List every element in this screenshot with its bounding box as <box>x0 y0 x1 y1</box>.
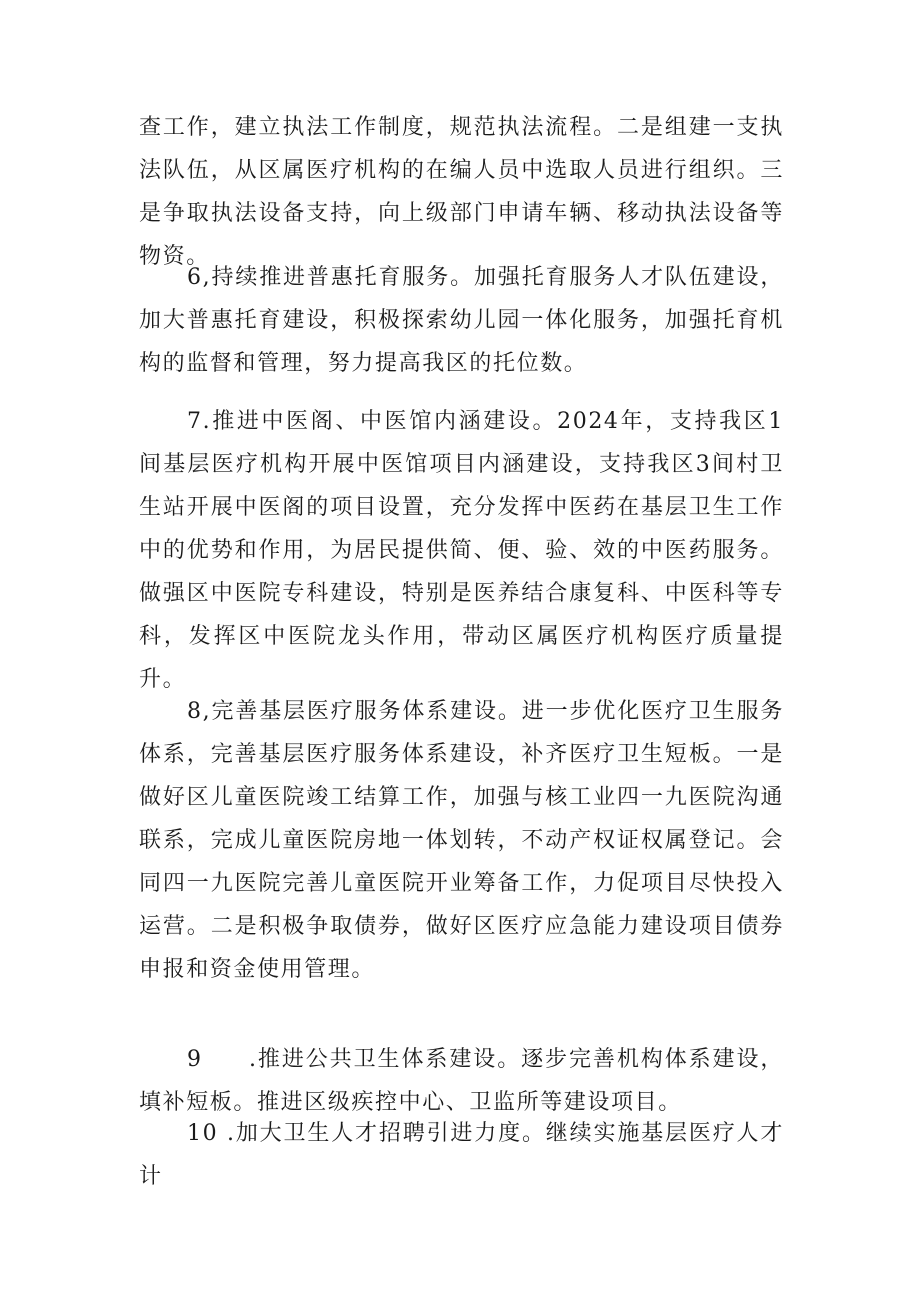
paragraph-item-6-childcare: 6,持续推进普惠托育服务。加强托育服务人才队伍建设，加大普惠托育建设，积极探索幼儿园一体化服务，加强托育机构的监督和管理，努力提高我区的托位数。 <box>139 265 784 376</box>
paragraph-text: .推进公共卫生体系建设。逐步完善机构体系建设，填补短板。推进区级疾控中心、卫监所等建设项目。 <box>139 1047 784 1115</box>
paragraph-item-8-primary-care: 8,完善基层医疗服务体系建设。进一步优化医疗卫生服务体系，完善基层医疗服务体系建设，补齐医疗卫生短板。一是做好区儿童医院竣工结算工作，加强与核工业四一九医院沟通联系，完成儿童医院房地一体划转，不动产权证权属登记。会同四一九医院完善儿童医院开业筹备工作，力促项目尽快投入运营。二是积极争取债券，做好区医疗应急能力建设项目债券申报和资金使用管理。 <box>139 699 784 982</box>
paragraph-item-10-talent <box>139 1112 784 1198</box>
paragraph-text: .加大卫生人才招聘引进力度。继续实施基层医疗人才计 <box>139 1121 784 1189</box>
paragraph-enforcement-continuation: 查工作，建立执法工作制度，规范执法流程。二是组建一支执法队伍，从区属医疗机构的在编人员中选取人员进行组织。三是争取执法设备支持，向上级部门申请车辆、移动执法设备等物资。 <box>139 115 784 269</box>
paragraph-item-7-tcm: 7.推进中医阁、中医馆内涵建设。2024年，支持我区1间基层医疗机构开展中医馆项目内涵建设，支持我区3间村卫生站开展中医阁的项目设置，充分发挥中医药在基层卫生工作中的优势和作用，为居民提供简、便、验、效的中医药服务。做强区中医院专科建设，特别是医养结合康复科、中医科等专科，发挥区中医院龙头作用，带动区属医疗机构医疗质量提升。 <box>139 409 784 692</box>
item-number: 10 <box>187 1121 219 1146</box>
item-number: 9 <box>187 1047 203 1072</box>
